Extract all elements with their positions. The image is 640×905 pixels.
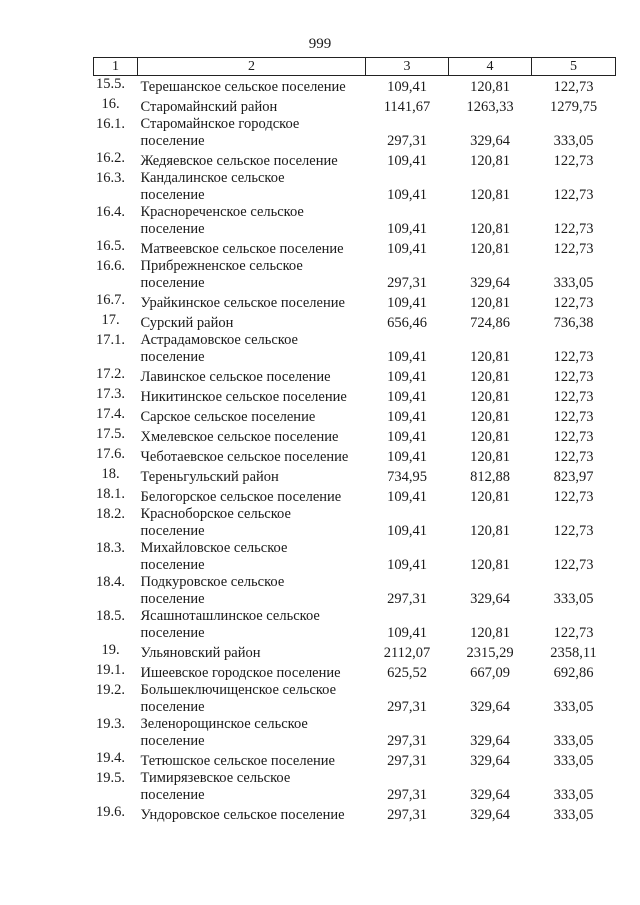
table-row	[94, 204, 616, 238]
row-value-col3: 109,41	[387, 186, 427, 203]
row-number: 17.6.	[96, 445, 125, 462]
row-value-col4: 120,81	[470, 152, 510, 169]
row-value-col4: 329,64	[470, 132, 510, 149]
row-value-col5: 122,73	[553, 556, 594, 573]
row-value-col3: 109,41	[387, 368, 427, 385]
row-value-col5: 122,73	[553, 448, 594, 465]
row-value-col4: 120,81	[470, 294, 510, 311]
row-name: Зеленорощинское сельское поселение	[140, 715, 308, 749]
table-row	[94, 770, 616, 804]
row-value-col5: 333,05	[553, 698, 594, 715]
header-col-3: 3	[366, 58, 449, 76]
row-number: 16.3.	[96, 169, 125, 186]
row-value-col3: 297,31	[387, 806, 427, 823]
row-number: 16.2.	[96, 149, 125, 166]
row-name: Краснореченское сельское поселение	[140, 203, 304, 237]
row-number: 18.	[101, 465, 120, 482]
row-value-col5: 122,73	[553, 488, 594, 505]
row-value-col4: 329,64	[470, 732, 510, 749]
row-value-col3: 656,46	[387, 314, 427, 331]
row-value-col4: 329,64	[470, 806, 510, 823]
table-row	[94, 170, 616, 204]
row-number: 18.3.	[96, 539, 125, 556]
table-row	[94, 426, 616, 446]
table-row	[94, 312, 616, 332]
row-value-col4: 329,64	[470, 698, 510, 715]
table-row	[94, 750, 616, 770]
row-value-col5: 333,05	[553, 806, 594, 823]
table-row	[94, 258, 616, 292]
row-value-col3: 109,41	[387, 240, 427, 257]
row-value-col4: 329,64	[470, 590, 510, 607]
row-number: 19.6.	[96, 803, 125, 820]
row-value-col3: 297,31	[387, 132, 427, 149]
row-value-col4: 120,81	[470, 78, 510, 95]
row-name: Красноборское сельское поселение	[140, 505, 291, 539]
row-name: Большеключищенское сельское поселение	[140, 681, 337, 715]
row-value-col3: 297,31	[387, 732, 427, 749]
table-row	[94, 446, 616, 466]
row-value-col5: 333,05	[553, 274, 594, 291]
row-value-col3: 109,41	[387, 624, 427, 641]
row-name: Ишеевское городское поселение	[140, 664, 341, 681]
row-value-col5: 122,73	[553, 78, 594, 95]
table-row	[94, 540, 616, 574]
table-row	[94, 332, 616, 366]
row-value-col5: 692,86	[553, 664, 594, 681]
table-row	[94, 642, 616, 662]
table-row	[94, 366, 616, 386]
row-name: Астрадамовское сельское поселение	[140, 331, 298, 365]
row-name: Сарское сельское поселение	[140, 408, 316, 425]
row-value-col4: 120,81	[470, 368, 510, 385]
table-row	[94, 406, 616, 426]
row-value-col5: 122,73	[553, 388, 594, 405]
row-name: Хмелевское сельское поселение	[140, 428, 339, 445]
row-number: 16.5.	[96, 237, 125, 254]
row-value-col5: 122,73	[553, 408, 594, 425]
row-number: 19.2.	[96, 681, 125, 698]
table-row	[94, 608, 616, 642]
row-number: 18.1.	[96, 485, 125, 502]
row-value-col5: 122,73	[553, 152, 594, 169]
table-row	[94, 662, 616, 682]
row-value-col4: 120,81	[470, 488, 510, 505]
row-number: 19.4.	[96, 749, 125, 766]
table-row	[94, 238, 616, 258]
row-value-col3: 297,31	[387, 698, 427, 715]
table-row	[94, 76, 616, 96]
row-value-col4: 812,88	[470, 468, 510, 485]
row-name: Урайкинское сельское поселение	[140, 294, 345, 311]
row-name: Жедяевское сельское поселение	[140, 152, 338, 169]
row-value-col5: 122,73	[553, 294, 594, 311]
table-row	[94, 804, 616, 824]
row-value-col4: 329,64	[470, 752, 510, 769]
table-header-row	[94, 58, 616, 76]
data-table	[93, 57, 616, 824]
row-value-col5: 1279,75	[549, 98, 598, 115]
row-value-col5: 122,73	[553, 220, 594, 237]
row-value-col3: 109,41	[387, 428, 427, 445]
row-number: 17.2.	[96, 365, 125, 382]
table-row	[94, 682, 616, 716]
row-value-col3: 109,41	[387, 408, 427, 425]
row-value-col4: 120,81	[470, 348, 510, 365]
page-number: 999	[308, 36, 332, 52]
row-name: Никитинское сельское поселение	[140, 388, 347, 405]
row-number: 16.6.	[96, 257, 125, 274]
row-value-col3: 109,41	[387, 152, 427, 169]
row-value-col3: 109,41	[387, 448, 427, 465]
table-row	[94, 466, 616, 486]
row-value-col4: 120,81	[470, 240, 510, 257]
table-row	[94, 486, 616, 506]
row-name: Ундоровское сельское поселение	[140, 806, 345, 823]
header-col-2: 2	[138, 58, 366, 76]
row-name: Тимирязевское сельское поселение	[140, 769, 291, 803]
table-row	[94, 574, 616, 608]
row-value-col3: 109,41	[387, 348, 427, 365]
row-value-col4: 120,81	[470, 448, 510, 465]
row-number: 15.5.	[96, 76, 125, 92]
row-name: Прибрежненское сельское поселение	[140, 257, 303, 291]
header-col-5: 5	[532, 58, 616, 76]
table-row	[94, 386, 616, 406]
table-row	[94, 292, 616, 312]
row-value-col3: 2112,07	[383, 644, 431, 661]
row-value-col4: 120,81	[470, 408, 510, 425]
row-number: 19.	[101, 641, 120, 658]
row-value-col3: 109,41	[387, 220, 427, 237]
row-value-col5: 122,73	[553, 522, 594, 539]
row-number: 17.	[101, 311, 120, 328]
row-value-col5: 333,05	[553, 752, 594, 769]
row-name: Ульяновский район	[140, 644, 261, 661]
row-number: 16.4.	[96, 203, 125, 220]
row-value-col5: 2358,11	[550, 644, 597, 661]
row-value-col3: 297,31	[387, 590, 427, 607]
row-value-col4: 120,81	[470, 624, 510, 641]
row-number: 17.4.	[96, 405, 125, 422]
row-value-col4: 667,09	[470, 664, 510, 681]
row-name: Сурский район	[140, 314, 234, 331]
row-value-col4: 120,81	[470, 388, 510, 405]
row-value-col5: 122,73	[553, 624, 594, 641]
header-col-1: 1	[94, 58, 138, 76]
row-value-col3: 109,41	[387, 388, 427, 405]
row-number: 17.3.	[96, 385, 125, 402]
row-value-col5: 122,73	[553, 348, 594, 365]
row-number: 19.5.	[96, 769, 125, 786]
row-value-col5: 333,05	[553, 132, 594, 149]
row-name: Кандалинское сельское поселение	[140, 169, 285, 203]
row-name: Тереньгульский район	[140, 468, 279, 485]
row-name: Ясашноташлинское сельское поселение	[140, 607, 320, 641]
row-value-col3: 1141,67	[383, 98, 431, 115]
row-name: Терешанское сельское поселение	[140, 78, 346, 95]
row-value-col3: 297,31	[387, 786, 427, 803]
row-number: 18.4.	[96, 573, 125, 590]
row-name: Михайловское сельское поселение	[140, 539, 288, 573]
row-value-col5: 333,05	[553, 590, 594, 607]
row-name: Подкуровское сельское поселение	[140, 573, 285, 607]
row-value-col3: 297,31	[387, 752, 427, 769]
row-number: 17.1.	[96, 331, 125, 348]
row-number: 18.2.	[96, 505, 125, 522]
row-value-col4: 329,64	[470, 274, 510, 291]
table-row	[94, 96, 616, 116]
row-value-col3: 109,41	[387, 78, 427, 95]
row-value-col3: 109,41	[387, 488, 427, 505]
row-number: 17.5.	[96, 425, 125, 442]
row-value-col4: 120,81	[470, 428, 510, 445]
header-col-4: 4	[449, 58, 532, 76]
row-value-col4: 120,81	[470, 556, 510, 573]
row-number: 18.5.	[96, 607, 125, 624]
table-row	[94, 506, 616, 540]
row-value-col5: 122,73	[553, 428, 594, 445]
row-number: 19.1.	[96, 661, 125, 678]
row-value-col4: 120,81	[470, 186, 510, 203]
row-value-col5: 333,05	[553, 786, 594, 803]
table-row	[94, 116, 616, 150]
row-value-col4: 1263,33	[466, 98, 514, 115]
row-value-col3: 109,41	[387, 556, 427, 573]
row-name: Старомайнский район	[140, 98, 278, 115]
row-value-col4: 2315,29	[466, 644, 514, 661]
table-row	[94, 150, 616, 170]
row-value-col3: 297,31	[387, 274, 427, 291]
row-number: 19.3.	[96, 715, 125, 732]
row-value-col5: 122,73	[553, 368, 594, 385]
row-number: 16.7.	[96, 291, 125, 308]
row-number: 16.1.	[96, 115, 125, 132]
row-name: Старомайнское городское поселение	[140, 115, 300, 149]
row-value-col4: 120,81	[470, 220, 510, 237]
row-name: Тетюшское сельское поселение	[140, 752, 335, 769]
row-value-col3: 109,41	[387, 522, 427, 539]
row-name: Чеботаевское сельское поселение	[140, 448, 349, 465]
row-value-col5: 122,73	[553, 240, 594, 257]
row-number: 16.	[101, 95, 120, 112]
row-name: Лавинское сельское поселение	[140, 368, 331, 385]
row-value-col5: 823,97	[553, 468, 594, 485]
row-value-col3: 734,95	[387, 468, 427, 485]
row-value-col5: 736,38	[553, 314, 594, 331]
row-value-col4: 724,86	[470, 314, 510, 331]
row-value-col3: 625,52	[387, 664, 427, 681]
table-row	[94, 716, 616, 750]
row-name: Матвеевское сельское поселение	[140, 240, 344, 257]
row-value-col5: 122,73	[553, 186, 594, 203]
row-name: Белогорское сельское поселение	[140, 488, 342, 505]
row-value-col3: 109,41	[387, 294, 427, 311]
row-value-col5: 333,05	[553, 732, 594, 749]
row-value-col4: 329,64	[470, 786, 510, 803]
row-value-col4: 120,81	[470, 522, 510, 539]
